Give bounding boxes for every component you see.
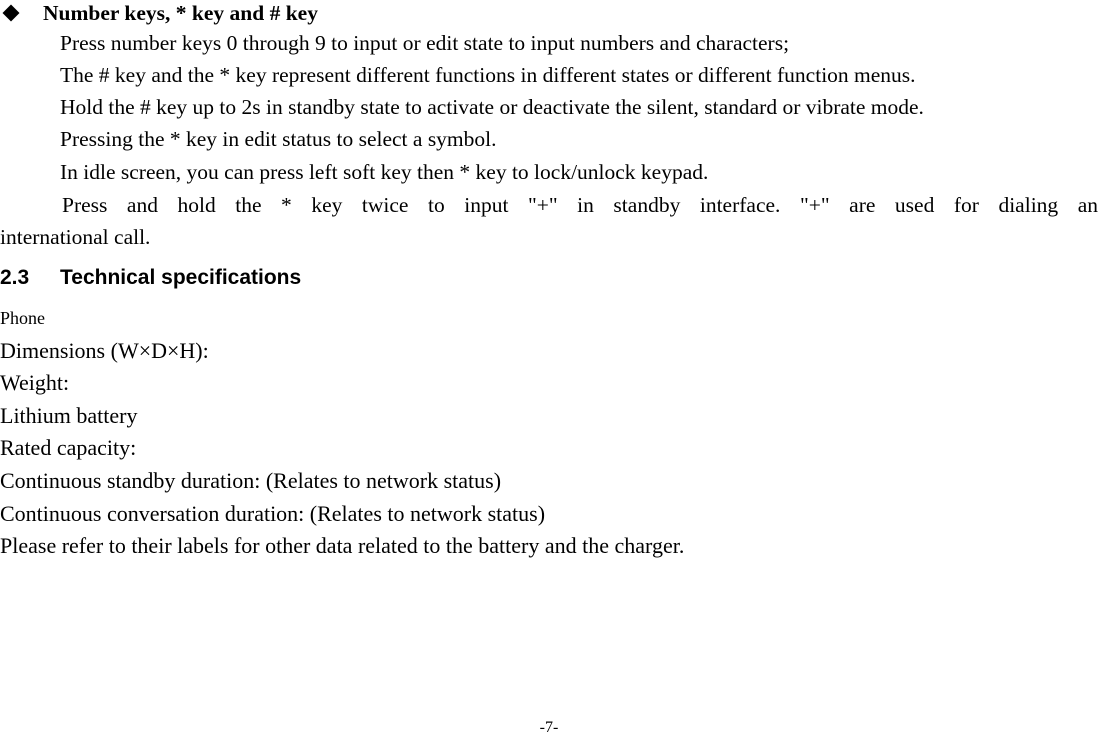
- spec-battery-note: Please refer to their labels for other data related to the battery and the charger.: [0, 533, 685, 558]
- spec-dimensions: Dimensions (W×D×H):: [0, 338, 209, 363]
- spec-rated-capacity: Rated capacity:: [0, 435, 137, 460]
- diamond-bullet-icon: [3, 5, 20, 22]
- phone-label: Phone: [0, 308, 45, 328]
- spec-standby-duration: Continuous standby duration: (Relates to network status): [0, 468, 502, 493]
- keys-heading: [0, 0, 318, 26]
- specs-heading-number: 2.3: [0, 266, 30, 289]
- keys-heading-text: Number keys, * key and # key: [43, 0, 318, 25]
- keys-line-3: Hold the # key up to 2s in standby state to activate or deactivate the silent, standard or vibrate mode.: [60, 95, 924, 119]
- spec-weight: Weight:: [0, 370, 70, 395]
- keys-line-2: The # key and the * key represent different functions in different states or different function menus.: [60, 63, 916, 87]
- spec-conversation-duration: Continuous conversation duration: (Relates to network status): [0, 501, 546, 526]
- keys-line-4: Pressing the * key in edit status to select a symbol.: [60, 127, 497, 151]
- keys-long-paragraph: [0, 189, 1098, 253]
- specs-heading-title: Technical specifications: [60, 266, 302, 289]
- keys-long-paragraph-line-1: Press and hold the * key twice to input "+" in standby interface. "+" are used for dialing an: [62, 193, 1098, 217]
- keys-line-1: Press number keys 0 through 9 to input or edit state to input numbers and characters;: [60, 31, 790, 55]
- keys-line-5: In idle screen, you can press left soft key then * key to lock/unlock keypad.: [60, 160, 709, 184]
- spec-lithium-battery: Lithium battery: [0, 403, 138, 428]
- specs-heading: [0, 265, 301, 291]
- keys-long-paragraph-line-2: international call.: [0, 225, 151, 249]
- page-number: -7-: [539, 719, 559, 736]
